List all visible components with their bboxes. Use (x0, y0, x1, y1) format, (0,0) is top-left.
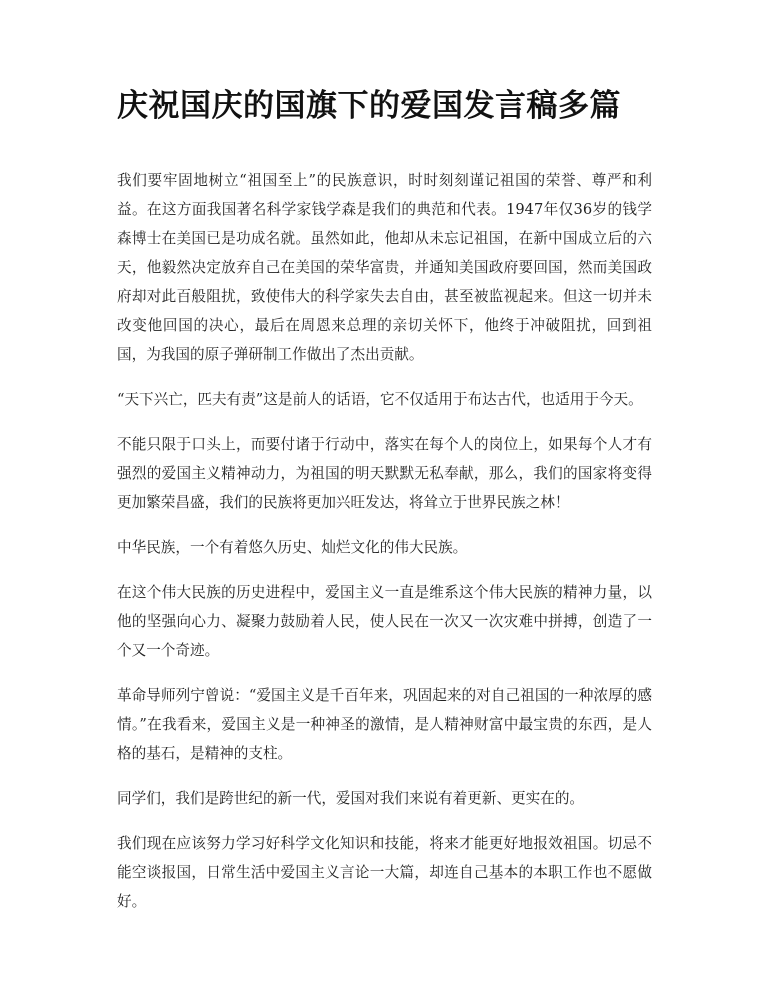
paragraph-8: 我们现在应该努力学习好科学文化知识和技能，将来才能更好地报效祖国。切忌不能空谈报国，日常生活中爱国主义言论一大篇，却连自己基本的本职工作也不愿做好。 (117, 835, 652, 910)
paragraph-2: “天下兴亡，匹夫有责”这是前人的话语，它不仅适用于布达古代，也适用于今天。 (117, 391, 643, 408)
document-title: 庆祝国庆的国旗下的爱国发言稿多篇 (117, 88, 621, 124)
paragraph-1: 我们要牢固地树立“祖国至上”的民族意识，时时刻刻谨记祖国的荣誉、尊严和利益。在这方面我国著名科学家钱学森是我们的典范和代表。1947年仅36岁的钱学森博士在美国已是功成名就。虽然如此，他却从未忘记祖国，在新中国成立后的六天，他毅然决定放弃自己在美国的荣华富贵，并通知美国政府要回国，然而美国政府却对此百般阻扰，致使伟大的科学家失去自由，甚至被监视起来。但这一切并未改变他回国的决心，最后在周恩来总理的亲切关怀下，他终于冲破阻扰，回到祖国，为我国的原子弹研制工作做出了杰出贡献。 (117, 172, 652, 363)
paragraph-4: 中华民族，一个有着悠久历史、灿烂文化的伟大民族。 (117, 539, 468, 556)
paragraph-6: 革命导师列宁曾说：“爱国主义是千百年来，巩固起来的对自己祖国的一种浓厚的感情。”在我看来，爱国主义是一种神圣的激情，是人精神财富中最宝贵的东西，是人格的基石，是精神的支柱。 (117, 687, 652, 762)
paragraph-7: 同学们，我们是跨世纪的新一代，爱国对我们来说有着更新、更实在的。 (117, 790, 585, 807)
paragraph-5: 在这个伟大民族的历史进程中，爱国主义一直是维系这个伟大民族的精神力量，以他的坚强向心力、凝聚力鼓励着人民，使人民在一次又一次灾难中拼搏，创造了一个又一个奇迹。 (117, 584, 652, 659)
paragraph-3: 不能只限于口头上，而要付诸于行动中，落实在每个人的岗位上，如果每个人才有强烈的爱国主义精神动力，为祖国的明天默默无私奉献，那么，我们的国家将变得更加繁荣昌盛，我们的民族将更加兴旺发达，将耸立于世界民族之林！ (117, 436, 652, 511)
